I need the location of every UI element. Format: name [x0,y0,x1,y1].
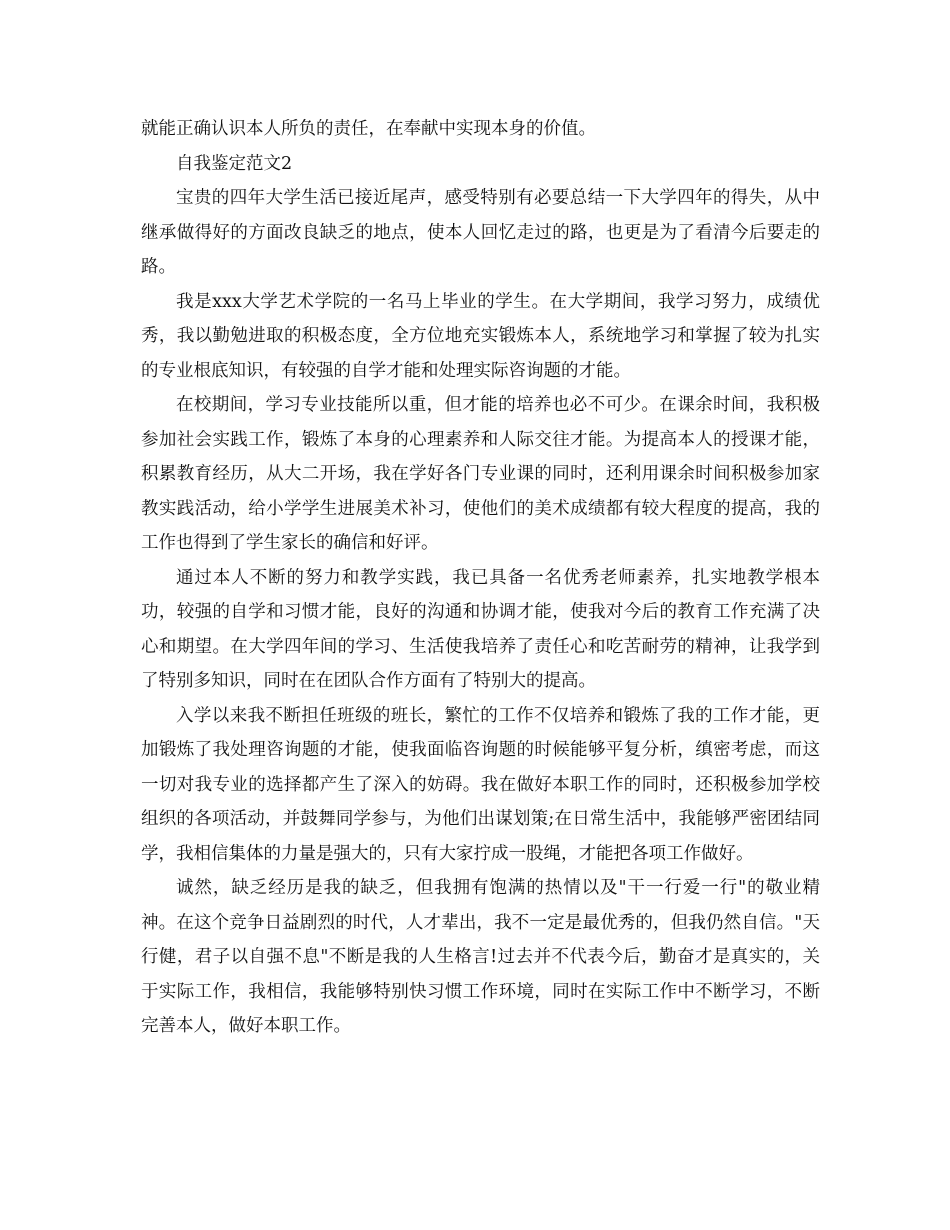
paragraph-2: 我是xxx大学艺术学院的一名马上毕业的学生。在大学期间，我学习努力，成绩优秀，我以勤勉进取的积极态度，全方位地充实锻炼本人，系统地学习和掌握了较为扎实的专业根底知识，有较强的自学才能和处理实际咨询题的才能。 [141,291,820,381]
paragraph-4: 通过本人不断的努力和教学实践，我已具备一名优秀老师素养，扎实地教学根本功，较强的自学和习惯才能，良好的沟通和协调才能，使我对今后的教育工作充满了决心和期望。在大学四年间的学习、生活使我培养了责任心和吃苦耐劳的精神，让我学到了特别多知识，同时在在团队合作方面有了特别大的提高。 [141,567,820,691]
paragraph-3: 在校期间，学习专业技能所以重，但才能的培养也必不可少。在课余时间，我积极参加社会实践工作，锻炼了本身的心理素养和人际交往才能。为提高本人的授课才能，积累教育经历，从大二开场，我在学好各门专业课的同时，还利用课余时间积极参加家教实践活动，给小学学生进展美术补习，使他们的美术成绩都有较大程度的提高，我的工作也得到了学生家长的确信和好评。 [141,395,820,553]
section-heading: 自我鉴定范文2 [176,153,293,174]
lead-paragraph: 就能正确认识本人所负的责任，在奉献中实现本身的价值。 [141,119,596,139]
paragraph-6: 诚然，缺乏经历是我的缺乏，但我拥有饱满的热情以及"干一行爱一行"的敬业精神。在这个竞争日益剧烈的时代，人才辈出，我不一定是最优秀的，但我仍然自信。"天行健，君子以自强不息"不断是我的人生格言!过去并不代表今后，勤奋才是真实的，关于实际工作，我相信，我能够特别快习惯工作环境，同时在实际工作中不断学习，不断完善本人，做好本职工作。 [141,878,820,1036]
paragraph-1: 宝贵的四年大学生活已接近尾声，感受特别有必要总结一下大学四年的得失，从中继承做得好的方面改良缺乏的地点，使本人回忆走过的路，也更是为了看清今后要走的路。 [141,188,820,277]
paragraph-5: 入学以来我不断担任班级的班长，繁忙的工作不仅培养和锻炼了我的工作才能，更加锻炼了我处理咨询题的才能，使我面临咨询题的时候能够平复分析，缜密考虑，而这一切对我专业的选择都产生了深入的妨碍。我在做好本职工作的同时，还积极参加学校组织的各项活动，并鼓舞同学参与，为他们出谋划策;在日常生活中，我能够严密团结同学，我相信集体的力量是强大的，只有大家拧成一股绳，才能把各项工作做好。 [141,705,820,864]
